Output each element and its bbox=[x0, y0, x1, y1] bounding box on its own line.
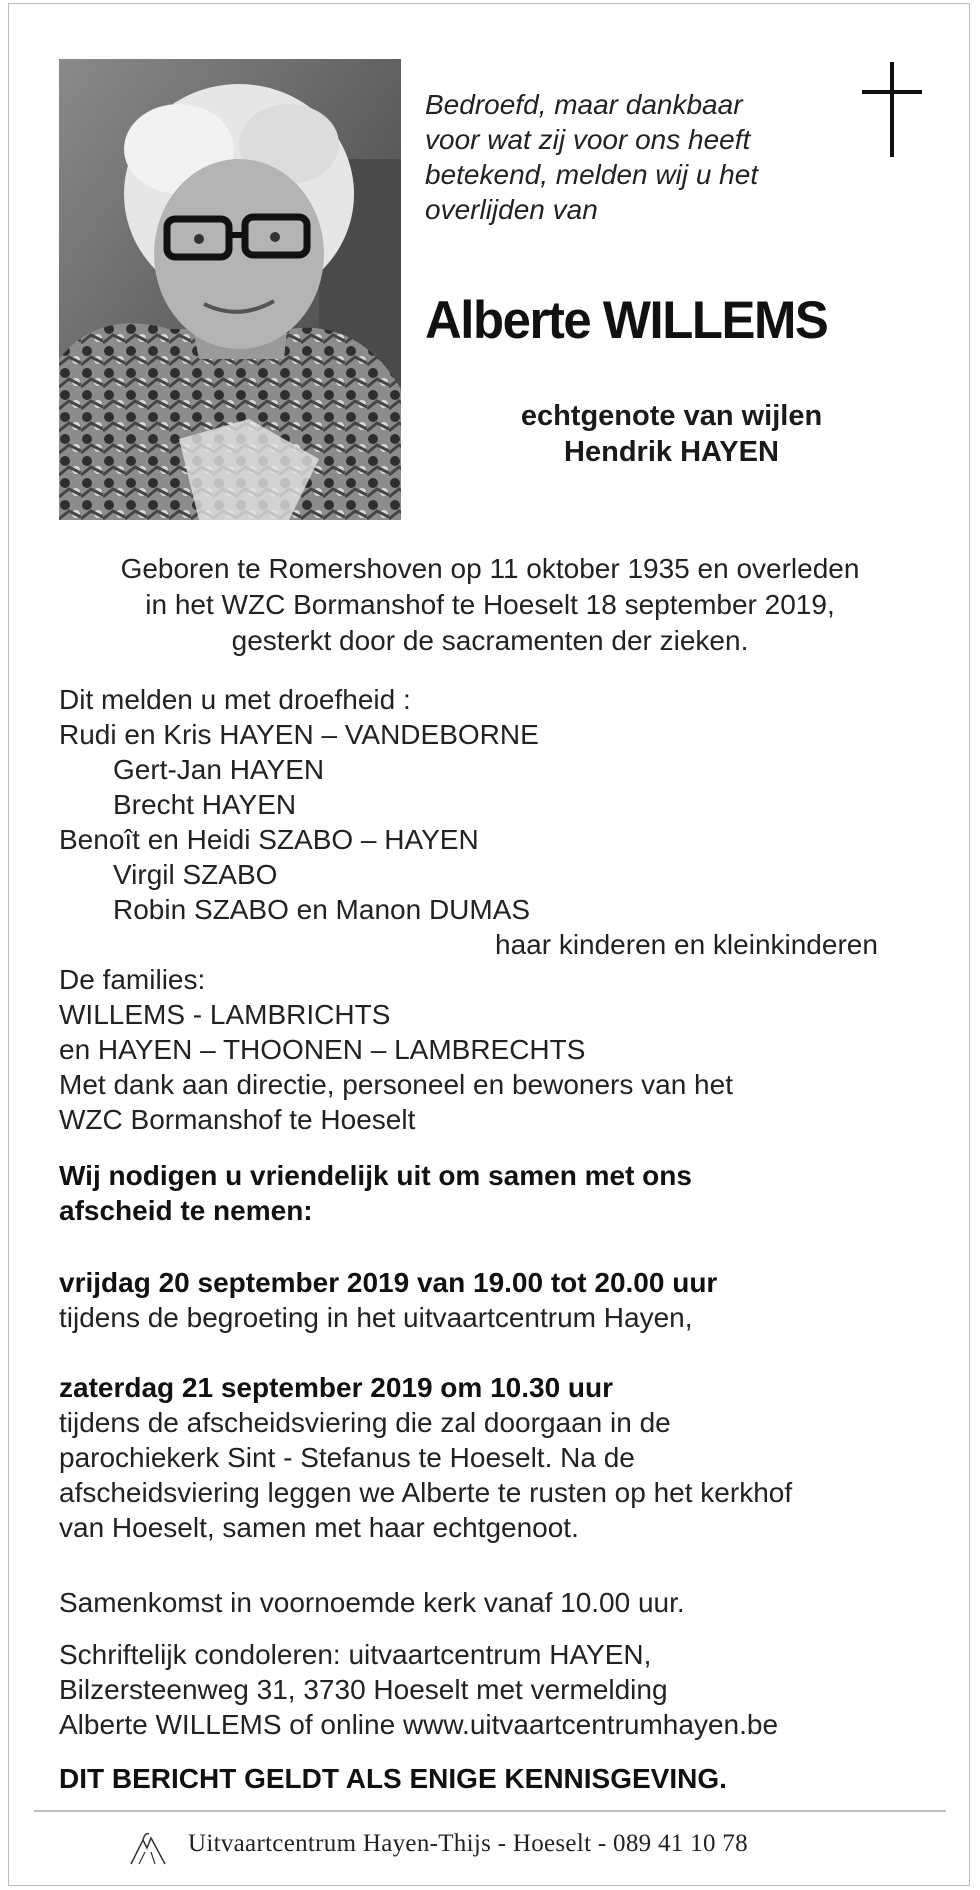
visitation-datetime: vrijdag 20 september 2019 van 19.00 tot 20.00 uur bbox=[59, 1267, 718, 1298]
mourner-line: Benoît en Heidi SZABO – HAYEN bbox=[59, 824, 479, 855]
service-description-line: parochiekerk Sint - Stefanus te Hoeselt. Na de bbox=[59, 1442, 635, 1473]
invitation-line: Wij nodigen u vriendelijk uit om samen met ons bbox=[59, 1160, 692, 1191]
spouse-text bbox=[425, 398, 918, 470]
mourners-relation: haar kinderen en kleinkinderen bbox=[495, 929, 878, 960]
service-description-line: afscheidsviering leggen we Alberte te rusten op het kerkhof bbox=[59, 1477, 793, 1508]
footer-divider bbox=[34, 1810, 946, 1812]
footer-text: Uitvaartcentrum Hayen-Thijs - Hoeselt - 089 41 10 78 bbox=[188, 1830, 748, 1857]
mourner-line: Robin SZABO en Manon DUMAS bbox=[113, 894, 531, 925]
birth-line: in het WZC Bormanshof te Hoeselt 18 september 2019, bbox=[145, 589, 835, 620]
intro-line: Bedroefd, maar dankbaar bbox=[425, 89, 743, 120]
intro-line: overlijden van bbox=[425, 194, 598, 225]
families-line: en HAYEN – THOONEN – LAMBRECHTS bbox=[59, 1034, 586, 1065]
funeral-logo-icon bbox=[125, 1830, 171, 1866]
birth-death-info bbox=[59, 551, 921, 659]
condolence-line: Alberte WILLEMS of online www.uitvaartcentrumhayen.be bbox=[59, 1709, 779, 1740]
intro-text bbox=[425, 87, 845, 227]
condolence-line: Schriftelijk condoleren: uitvaartcentrum HAYEN, bbox=[59, 1639, 652, 1670]
cross-icon bbox=[862, 62, 922, 162]
gathering-info: Samenkomst in voornoemde kerk vanaf 10.00 uur. bbox=[59, 1587, 685, 1618]
deceased-name: Alberte WILLEMS bbox=[425, 291, 828, 350]
invitation-line: afscheid te nemen: bbox=[59, 1195, 313, 1226]
mourners-intro: Dit melden u met droefheid : bbox=[59, 684, 411, 715]
mourner-line: Rudi en Kris HAYEN – VANDEBORNE bbox=[59, 719, 539, 750]
birth-line: gesterkt door de sacramenten der zieken. bbox=[231, 625, 749, 656]
families-line: De families: bbox=[59, 964, 206, 995]
families-line: WZC Bormanshof te Hoeselt bbox=[59, 1104, 416, 1135]
birth-line: Geboren te Romershoven op 11 oktober 1935 en overleden bbox=[120, 553, 860, 584]
condolence-line: Bilzersteenweg 31, 3730 Hoeselt met vermelding bbox=[59, 1674, 668, 1705]
families-line: Met dank aan directie, personeel en bewoners van het bbox=[59, 1069, 733, 1100]
service-datetime: zaterdag 21 september 2019 om 10.30 uur bbox=[59, 1372, 614, 1403]
visitation-description: tijdens de begroeting in het uitvaartcentrum Hayen, bbox=[59, 1302, 693, 1333]
notice-text: DIT BERICHT GELDT ALS ENIGE KENNISGEVING. bbox=[59, 1763, 727, 1794]
families-line: WILLEMS - LAMBRICHTS bbox=[59, 999, 391, 1030]
intro-line: betekend, melden wij u het bbox=[425, 159, 759, 190]
spouse-line: Hendrik HAYEN bbox=[564, 436, 779, 468]
intro-line: voor wat zij voor ons heeft bbox=[425, 124, 751, 155]
service-description-line: van Hoeselt, samen met haar echtgenoot. bbox=[59, 1512, 579, 1543]
mourner-line: Brecht HAYEN bbox=[113, 789, 297, 820]
mourner-line: Gert-Jan HAYEN bbox=[113, 754, 325, 785]
spouse-line: echtgenote van wijlen bbox=[520, 400, 823, 432]
mourner-line: Virgil SZABO bbox=[113, 859, 278, 890]
portrait-photo bbox=[59, 59, 401, 520]
service-description-line: tijdens de afscheidsviering die zal doorgaan in de bbox=[59, 1407, 671, 1438]
